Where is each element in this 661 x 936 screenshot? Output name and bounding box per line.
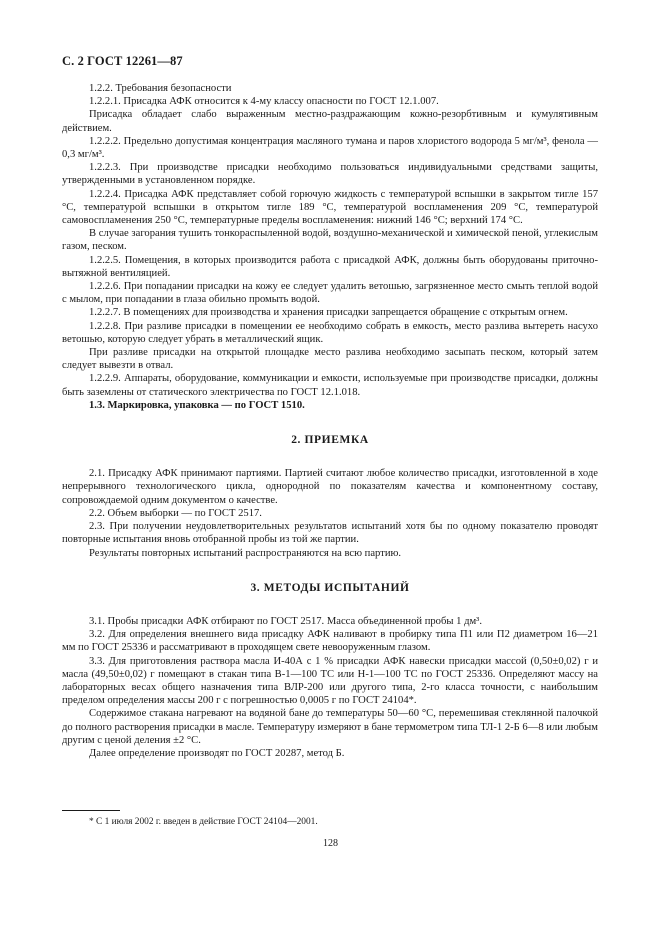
paragraph: 2.2. Объем выборки — по ГОСТ 2517. xyxy=(89,507,262,519)
paragraph: 3.1. Пробы присадки АФК отбирают по ГОСТ 2517. Масса объединенной пробы 1 дм³. xyxy=(89,615,482,627)
paragraph: 1.2.2.4. Присадка АФК представляет собой горючую жидкость с температурой вспышки в закрытом тигле 157 °С, температурой вспышки в открытом тигле 189 °С, температурой воспламенения 209 °С, температурой самовоспламенения 250 °С, температурные пределы воспламенения: нижний 146 °С; верхний 174 °С. xyxy=(62,188,598,227)
paragraph: 1.2.2.6. При попадании присадки на кожу ее следует удалить ветошью, загрязненное место смыть теплой водой с мылом, при попадании в глаза обильно промыть водой. xyxy=(62,281,598,306)
paragraph: 3.3. Для приготовления раствора масла И-40А с 1 % присадки АФК навески присадки массой (0,50±0,02) г и масла (49,50±0,02) г помещают в стакан типа В-1—100 ТС или Н-1—100 ТС по ГОСТ 25336. Определяют массу на лабораторных весах общего назначения типа ВЛР-200 или другого типа, 2-го класса точности, с наибольшим пределом определения массы 200 г с погрешностью 0,0005 г по ГОСТ 24104*. xyxy=(62,655,598,707)
page-number: 128 xyxy=(323,838,338,849)
page-header: С. 2 ГОСТ 12261—87 xyxy=(62,54,183,68)
paragraph: 2.3. При получении неудовлетворительных результатов испытаний хотя бы по одному показателю проводят повторные испытания вновь отобранной пробы из той же партии. xyxy=(62,521,598,546)
footnote: * С 1 июля 2002 г. введен в действие ГОСТ 24104—2001. xyxy=(89,817,318,827)
section-title-acceptance: 2. ПРИЕМКА xyxy=(291,434,369,447)
paragraph: Далее определение производят по ГОСТ 20287, метод Б. xyxy=(89,747,345,759)
document-body xyxy=(62,82,598,760)
paragraph: 1.2.2.5. Помещения, в которых производится работа с присадкой АФК, должны быть оборудованы приточно-вытяжной вентиляцией. xyxy=(62,254,598,279)
section-title-test-methods: 3. МЕТОДЫ ИСПЫТАНИЙ xyxy=(250,581,410,594)
paragraph: 1.2.2.9. Аппараты, оборудование, коммуникации и емкости, используемые при производстве присадки, должны быть заземлены от статического электричества по ГОСТ 12.1.018. xyxy=(62,373,598,398)
paragraph: 1.2.2.2. Предельно допустимая концентрация масляного тумана и паров хлористого водорода 5 мг/м³, фенола — 0,3 мг/м³. xyxy=(62,135,598,161)
paragraph: 1.2.2.3. При производстве присадки необходимо пользоваться индивидуальными средствами защиты, утвержденными в установленном порядке. xyxy=(62,162,598,187)
paragraph: 1.2.2.8. При разливе присадки в помещении ее необходимо собрать в емкость, место разлива вытереть насухо ветошью, которую следует убрать в металлический ящик. xyxy=(62,320,598,345)
paragraph: 2.1. Присадку АФК принимают партиями. Партией считают любое количество присадки, изготовленной в ходе непрерывного технологического цикла, однородной по показателям качества и компонентному составу, сопровождаемой одним документом о качестве. xyxy=(62,468,598,506)
marking-clause: 1.3. Маркировка, упаковка — по ГОСТ 1510. xyxy=(89,399,305,411)
paragraph: 1.2.2.1. Присадка АФК относится к 4-му классу опасности по ГОСТ 12.1.007. xyxy=(89,96,439,108)
paragraph: 1.2.2.7. В помещениях для производства и хранения присадки запрещается обращение с открытым огнем. xyxy=(89,307,568,319)
paragraph: Результаты повторных испытаний распространяются на всю партию. xyxy=(89,547,402,559)
paragraph: 3.2. Для определения внешнего вида присадку АФК наливают в пробирку типа П1 или П2 диаметром 16—21 мм по ГОСТ 25336 и рассматривают в проходящем свете невооруженным глазом. xyxy=(62,629,598,654)
paragraph: Содержимое стакана нагревают на водяной бане до температуры 50—60 °С, перемешивая стеклянной палочкой до полного растворения присадки в масле. Температуру измеряют в бане термометром типа ТЛ-1 2-Б 6—8 или любым другим с ценой деления ±2 °С. xyxy=(62,708,598,746)
paragraph: 1.2.2. Требования безопасности xyxy=(89,83,232,94)
paragraph: В случае загорания тушить тонкораспыленной водой, воздушно-механической и химической пеной, углекислым газом, песком. xyxy=(62,228,598,253)
footnote-divider xyxy=(62,810,120,811)
paragraph: При разливе присадки на открытой площадке место разлива необходимо засыпать песком, который затем следует вывезти в отвал. xyxy=(62,347,598,372)
paragraph: Присадка обладает слабо выраженным местно-раздражающим кожно-резорбтивным и кумулятивным действием. xyxy=(62,109,598,134)
